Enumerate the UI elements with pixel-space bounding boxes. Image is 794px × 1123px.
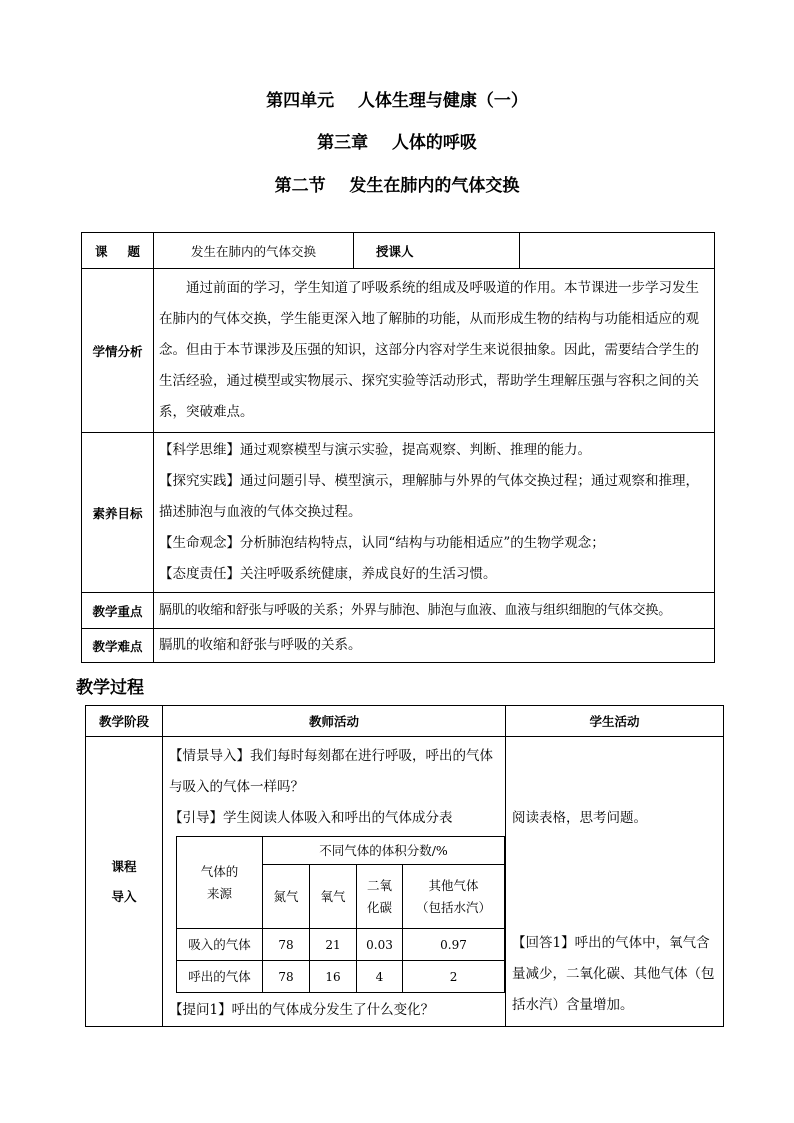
teacher-question: 【提问1】呼出的气体成分发生了什么变化？ [169,1002,435,1018]
difficulty-text: 膈肌的收缩和舒张与呼吸的关系。 [154,629,715,663]
goal-item: 【探究实践】通过问题引导、模型演示，理解肺与外界的气体交换过程；通过观察和推理，描述肺泡与血液的气体交换过程。 [159,473,699,520]
col-other: 其他气体 （包括水汽） [403,865,505,929]
student-read: 阅读表格，思考问题。 [512,810,647,826]
course-label: 课题 [82,233,154,269]
gas-composition-table [176,836,505,993]
course-value: 发生在肺内的气体交换 [154,233,354,269]
teacher-activity [163,737,506,1027]
goals-list [154,433,715,593]
unit-title: 第四单元 人体生理与健康（一） [266,91,528,111]
goal-item: 【生命观念】分析肺泡结构特点，认同“结构与功能相适应”的生物学观念； [159,535,605,551]
key-text: 膈肌的收缩和舒张与呼吸的关系；外界与肺泡、肺泡与血液、血液与组织细胞的气体交换。 [154,593,715,629]
section-title: 第二节 发生在肺内的气体交换 [274,176,520,196]
key-label: 教学重点 [82,593,154,629]
col-teacher-header: 教师活动 [163,706,506,737]
analysis-label: 学情分析 [82,269,154,433]
teacher-label: 授课人 [354,233,520,269]
teacher-intro: 【情景导入】我们每时每刻都在进行呼吸，呼出的气体与吸入的气体一样吗？ [169,748,493,795]
difficulty-label: 教学难点 [82,629,154,663]
goal-item: 【态度责任】关注呼吸系统健康，养成良好的生活习惯。 [159,566,497,582]
teacher-value [520,233,715,269]
gas-group-header: 不同气体的体积分数/% [263,837,505,865]
goal-item: 【科学思维】通过观察模型与演示实验，提高观察、判断、推理的能力。 [159,442,591,458]
student-activity [506,737,724,1027]
col-student-header: 学生活动 [506,706,724,737]
stage-cell: 课程 导入 [86,737,163,1027]
table-row: 呼出的气体 78 16 4 2 [177,961,505,993]
analysis-text: 通过前面的学习，学生知道了呼吸系统的组成及呼吸道的作用。本节课进一步学习发生在肺内的气体交换，学生能更深入地了解肺的功能，从而形成生物的结构与功能相适应的观念。但由于本节课涉及压强的知识，这部分内容对学生来说很抽象。因此，需要结合学生的生活经验，通过模型或实物展示、探究实验等活动形式，帮助学生理解压强与容积之间的关系，突破难点。 [154,269,715,433]
table-row: 吸入的气体 78 21 0.03 0.97 [177,929,505,961]
col-stage-header: 教学阶段 [86,706,163,737]
goals-label: 素养目标 [82,433,154,593]
col-oxygen: 氧气 [310,865,357,929]
gas-source-header: 气体的 来源 [177,837,263,929]
col-co2: 二氧 化碳 [357,865,403,929]
process-table [85,705,724,1027]
teacher-guide: 【引导】学生阅读人体吸入和呼出的气体成分表 [169,810,453,826]
col-nitrogen: 氮气 [263,865,310,929]
student-answer: 【回答1】呼出的气体中，氧气含量减少，二氧化碳、其他气体（包括水汽）含量增加。 [512,935,715,1013]
process-heading: 教学过程 [76,678,144,698]
lesson-info-table [81,232,715,663]
chapter-title: 第三章 人体的呼吸 [317,133,477,153]
